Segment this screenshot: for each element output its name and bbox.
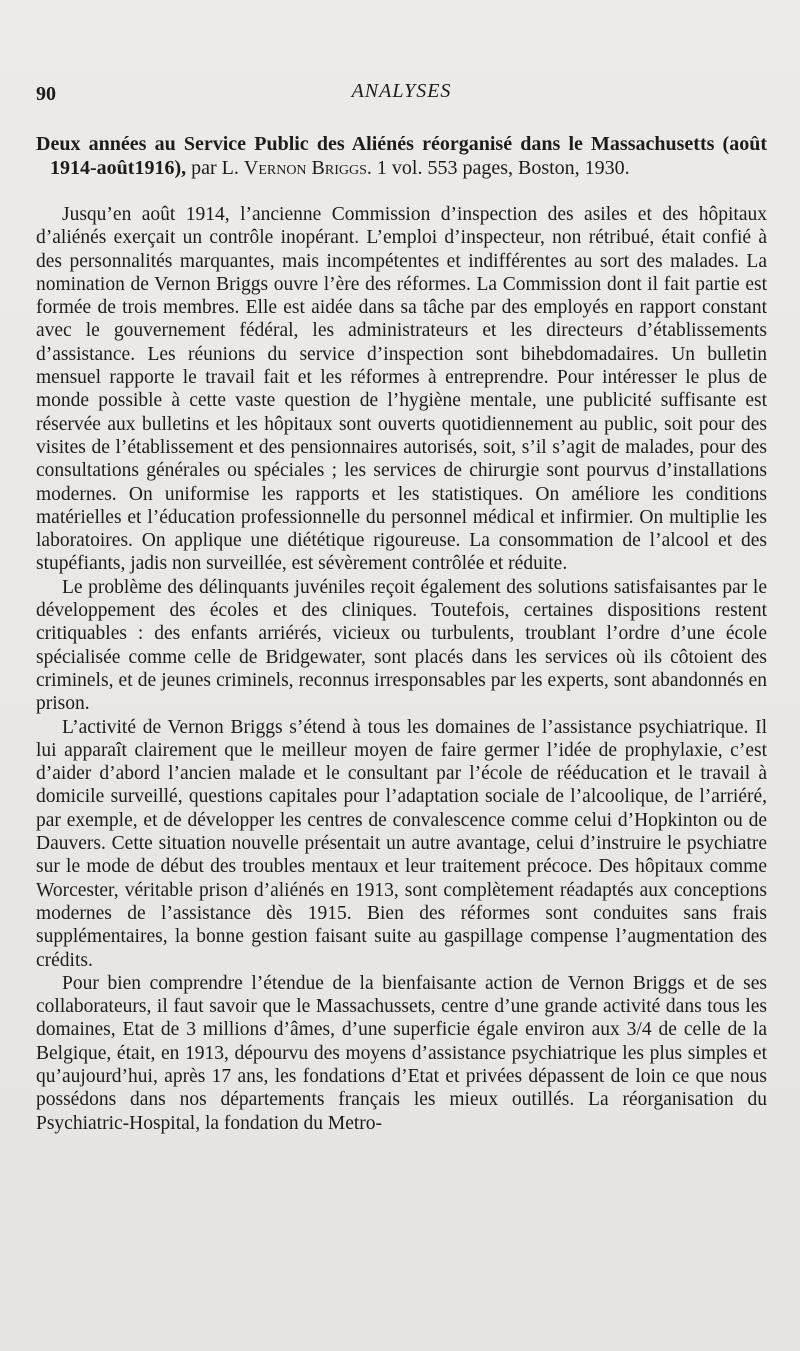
- review-body: [36, 203, 767, 1135]
- running-head: [36, 0, 767, 110]
- paragraph-4: Pour bien comprendre l’étendue de la bienfaisante action de Vernon Briggs et de ses collaborateurs, il faut savoir que le Massachussets, centre d’une grande activité dans tous les domaines, Etat de 3 millions d’âmes, d’une superficie égale environ aux 3/4 de celle de la Belgique, était, en 1913, dépourvu des moyens d’assistance psychiatrique les plus simples et qu’aujourd’hui, après 17 ans, les fondations d’Etat et privées dépassent de loin ce que nous possédons dans nos départements français les mieux outillés. La réorganisation du Psychiatric-Hospital, la fondation du Metro-: [36, 972, 767, 1134]
- reference-author: Vernon Briggs.: [243, 156, 372, 179]
- bibliographic-reference: [36, 133, 767, 180]
- running-title: ANALYSES: [351, 80, 452, 102]
- paragraph-3: L’activité de Vernon Briggs s’étend à tous les domaines de l’assistance psychiatrique. Il lui apparaît clairement que le meilleur moyen de faire germer l’idée de prophylaxie, c’est d’aider d’abord l’ancien malade et le consultant par l’école de rééducation et le travail à domicile surveillé, questions capitales pour l’adaptation sociale de l’alcoolique, de l’arriéré, par exemple, et de développer les centres de convalescence comme celui d’Hopkinton ou de Dauvers. Cette situation nouvelle présentait un autre avantage, celui d’instruire le psychiatre sur le mode de début des troubles mentaux et leur traitement précoce. Des hôpitaux comme Worcester, véritable prison d’aliénés en 1913, sont complètement réadaptés aux conceptions modernes de l’assistance dès 1915. Bien des réformes sont conduites sans frais supplémentaires, la bonne gestion faisant suite au gaspillage compense l’augmentation des crédits.: [36, 716, 767, 971]
- page-number: 90: [36, 83, 56, 105]
- reference-publication: 1 vol. 553 pages, Boston, 1930.: [376, 156, 630, 179]
- reference-title: Deux années au Service Public des Aliénés réorganisé dans le Massachusetts (août 1914-août1916),: [36, 133, 767, 179]
- paragraph-1: Jusqu’en août 1914, l’ancienne Commission d’inspection des asiles et des hôpitaux d’aliénés exerçait un contrôle inopérant. L’emploi d’inspecteur, non rétribué, était confié à des personnalités marquantes, mais incompétentes et indifférentes au sort des malades. La nomination de Vernon Briggs ouvre l’ère des réformes. La Commission dont il fait partie est formée de trois membres. Elle est aidée dans sa tâche par des employés en rapport constant avec le gouvernement fédéral, les administrateurs et les directeurs d’établissements d’assistance. Les réunions du service d’inspection sont bihebdomadaires. Un bulletin mensuel rapporte le travail fait et les réformes à entreprendre. Pour intéresser le plus de monde possible à cette vaste question de l’hygiène mentale, une publicité suffisante est réservée aux bulletins et les hôpitaux sont ouverts quotidiennement au public, soit pour des visites de l’établissement et des pensionnaires autorisés, soit, s’il s’agit de malades, pour des consultations générales ou spéciales ; les services de chirurgie sont pourvus d’installations modernes. On uniformise les rapports et les statistiques. On améliore les conditions matérielles et l’éducation professionnelle du personnel médical et infirmier. On multiplie les laboratoires. On applique une diététique rigoureuse. La consommation de l’alcool et des stupéfiants, jadis non surveillée, est sévèrement contrôlée et réduite.: [36, 204, 767, 575]
- reference-by: par L.: [191, 156, 239, 179]
- paragraph-2: Le problème des délinquants juvéniles reçoit également des solutions satisfaisantes par le développement des écoles et des cliniques. Toutefois, certaines dispositions restent critiquables : des enfants arriérés, vicieux ou turbulents, troublant l’ordre d’une école spécialisée comme celle de Bridgewater, sont placés dans les services où ils côtoient des criminels, et de jeunes criminels, reconnus irresponsables par les experts, sont abandonnés en prison.: [36, 576, 767, 715]
